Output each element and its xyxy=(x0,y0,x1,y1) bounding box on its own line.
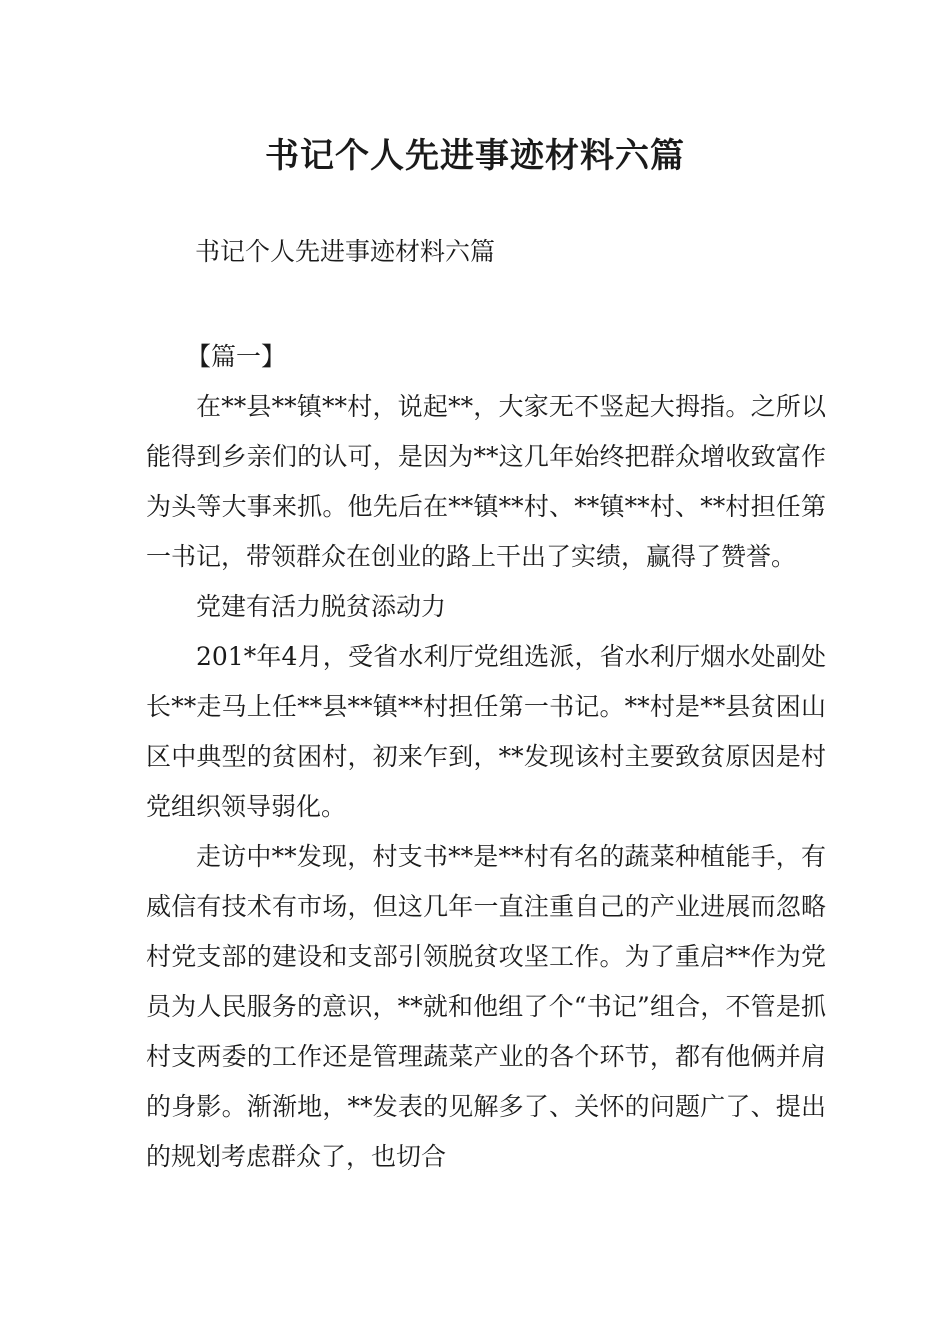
document-title: 书记个人先进事迹材料六篇 xyxy=(265,136,685,176)
paragraph-3: 走访中**发现，村支书**是**村有名的蔬菜种植能手，有威信有技术有市场，但这几年一直注重自己的产业进展而忽略村党支部的建设和支部引领脱贫攻坚工作。为了重启**作为党员为人民服务的意识，**就和他组了个“书记”组合，不管是抓村支两委的工作还是管理蔬菜产业的各个环节，都有他俩并肩的身影。渐渐地，**发表的见解多了、关怀的问题广了、提出的规划考虑群众了，也切合 xyxy=(146,842,826,1171)
section-heading: 党建有活力脱贫添动力 xyxy=(196,592,447,621)
paragraph-1: 在**县**镇**村，说起**，大家无不竖起大拇指。之所以能得到乡亲们的认可，是因为**这几年始终把群众增收致富作为头等大事来抓。他先后在**镇**村、**镇**村、**村担任第一书记，带领群众在创业的路上干出了实绩，赢得了赞誉。 xyxy=(146,392,826,571)
section-label: 【篇一】 xyxy=(186,342,287,371)
paragraph-2: 201*年4月，受省水利厅党组选派，省水利厅烟水处副处长**走马上任**县**镇**村担任第一书记。**村是**县贫困山区中典型的贫困村，初来乍到，**发现该村主要致贫原因是村党组织领导弱化。 xyxy=(146,642,826,821)
document-subtitle: 书记个人先进事迹材料六篇 xyxy=(195,237,496,266)
document-body xyxy=(146,332,826,1182)
